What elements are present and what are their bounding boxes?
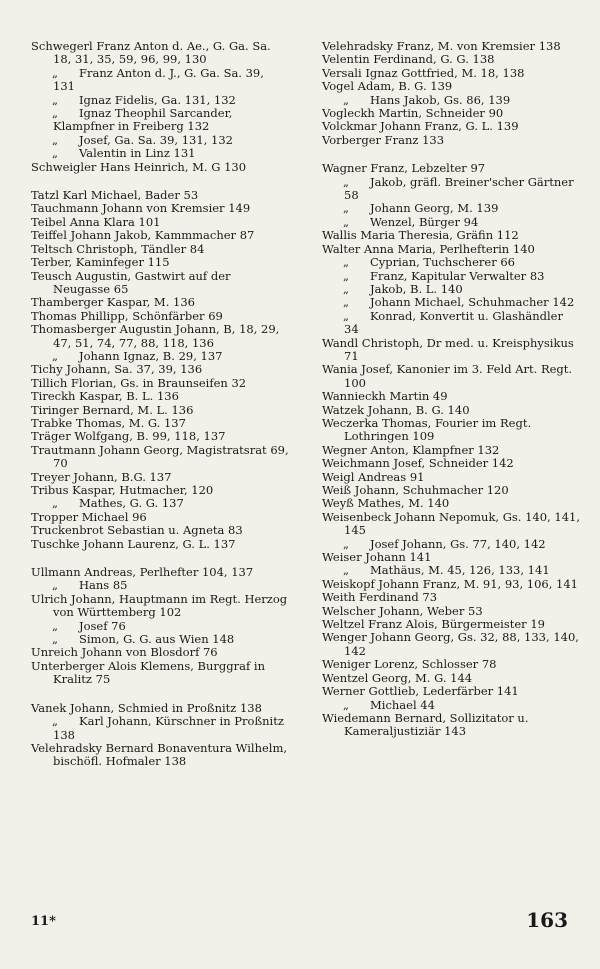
index-entry [322, 80, 580, 93]
entry-text: Tiringer Bernard, M. L. 136 [31, 402, 194, 417]
index-entry [322, 618, 580, 631]
index-entry [31, 161, 289, 174]
index-entry [322, 551, 580, 564]
ditto-mark: „ [52, 65, 58, 80]
index-entry [31, 67, 289, 94]
ditto-mark: „ [343, 281, 349, 296]
entry-text: Werner Gottlieb, Lederfärber 141 [322, 684, 519, 699]
entry-text: Wandl Christoph, Dr med. u. Kreisphysikus 71 [322, 335, 574, 363]
ditto-mark: „ [52, 632, 58, 647]
ditto-mark: „ [343, 268, 349, 283]
entry-text: Teusch Augustin, Gastwirt auf der Neugasse 65 [31, 268, 231, 296]
index-entry [31, 524, 289, 537]
index-entry [322, 53, 580, 66]
index-entry [31, 742, 289, 769]
entry-text: Wania Josef, Kanonier im 3. Feld Art. Regt. 100 [322, 362, 573, 390]
entry-text: Teibel Anna Klara 101 [31, 214, 161, 229]
entry-text: Weltzel Franz Alois, Bürgermeister 19 [322, 617, 545, 632]
index-entry [322, 120, 580, 133]
entry-text: Wenger Johann Georg, Gs. 32, 88, 133, 140, 142 [322, 630, 579, 658]
index-entry [322, 471, 580, 484]
ditto-mark: „ [343, 295, 349, 310]
entry-text: Wegner Anton, Klampfner 132 [322, 442, 500, 457]
entry-text: Weiser Johann 141 [322, 550, 432, 565]
index-entry [31, 593, 289, 620]
entry-text: Watzek Johann, B. G. 140 [322, 402, 470, 417]
index-entry [322, 685, 580, 698]
entry-text: Ulrich Johann, Hauptmann im Regt. Herzog von Württemberg 102 [31, 591, 288, 620]
index-entry [322, 67, 580, 80]
index-entry [322, 712, 580, 739]
index-entry [31, 296, 289, 309]
ditto-mark: „ [343, 174, 349, 189]
entry-text: Versali Ignaz Gottfried, M. 18, 138 [322, 65, 525, 80]
entry-text: Velehradsky Franz, M. von Kremsier 138 [322, 39, 561, 53]
ditto-mark: „ [52, 578, 58, 593]
index-entry [31, 243, 289, 256]
entry-text: Teltsch Christoph, Tändler 84 [31, 241, 205, 256]
entry-text: Schweigler Hans Heinrich, M. G 130 [31, 159, 247, 174]
ditto-mark: „ [52, 496, 58, 511]
entry-text: Vogleckh Martin, Schneider 90 [322, 106, 504, 121]
entry-text: Wannieckh Martin 49 [322, 389, 448, 404]
entry-text: Weigl Andreas 91 [322, 469, 425, 484]
ditto-mark: „ [343, 201, 349, 216]
entry-text: Josef 76 [79, 618, 126, 633]
entry-text: Josef Johann, Gs. 77, 140, 142 [370, 536, 546, 551]
entry-text: Thamberger Kaspar, M. 136 [31, 295, 195, 310]
index-entry [31, 310, 289, 323]
index-entry [31, 270, 289, 297]
index-entry [322, 310, 580, 337]
index-entry [31, 620, 289, 633]
index-entry [322, 457, 580, 470]
entry-text: Weiskopf Johann Franz, M. 91, 93, 106, 141 [322, 576, 578, 591]
index-entry [31, 350, 289, 363]
entry-text: Konrad, Konvertit u. Glashändler 34 [344, 308, 563, 337]
index-entry [31, 484, 289, 497]
entry-text: Weniger Lorenz, Schlosser 78 [322, 657, 497, 672]
entry-text: Johann Ignaz, B. 29, 137 [79, 348, 223, 363]
index-entry [31, 94, 289, 107]
section-gap [31, 687, 289, 702]
index-entry [322, 134, 580, 147]
entry-text: Karl Johann, Kürschner in Proßnitz 138 [53, 714, 284, 742]
entry-text: Treyer Johann, B.G. 137 [31, 469, 172, 484]
entry-text: Tireckh Kaspar, B. L. 136 [31, 389, 179, 404]
entry-text: Unterberger Alois Klemens, Burggraf in Kralitz 75 [31, 658, 265, 687]
ditto-mark: „ [343, 563, 349, 578]
entry-text: Jakob, B. L. 140 [370, 281, 463, 296]
section-gap [322, 147, 580, 162]
entry-text: Thomasberger Augustin Johann, B, 18, 29, 47, 51, 74, 77, 88, 118, 136 [31, 322, 280, 350]
ditto-mark: „ [52, 714, 58, 729]
entry-text: Tropper Michael 96 [31, 509, 147, 524]
index-entry [322, 229, 580, 242]
ditto-mark: „ [52, 132, 58, 147]
entry-text: Vorberger Franz 133 [322, 132, 445, 147]
index-entry [322, 296, 580, 309]
index-entry [31, 417, 289, 430]
entry-text: Teiffel Johann Jakob, Kammmacher 87 [31, 228, 255, 243]
index-entry [31, 497, 289, 510]
entry-text: Vogel Adam, B. G. 139 [322, 79, 453, 94]
index-entry [322, 390, 580, 403]
entry-text: Ignaz Theophil Sarcander, Klampfner in Freiberg 132 [53, 106, 233, 134]
page-number: 163 [526, 908, 568, 932]
entry-text: Tichy Johann, Sa. 37, 39, 136 [31, 362, 203, 377]
index-entry [322, 578, 580, 591]
entry-text: Vanek Johann, Schmied in Proßnitz 138 [31, 700, 262, 715]
index-entry [31, 404, 289, 417]
entry-text: Ullmann Andreas, Perlhefter 104, 137 [31, 565, 254, 580]
index-entry [322, 162, 580, 175]
entry-text: Terber, Kaminfeger 115 [31, 255, 170, 270]
index-entry [322, 363, 580, 390]
ditto-mark: „ [343, 92, 349, 107]
entry-text: Weisenbeck Johann Nepomuk, Gs. 140, 141, 145 [322, 509, 580, 538]
index-entry [31, 444, 289, 471]
right-index-column [322, 40, 580, 739]
index-entry [322, 497, 580, 510]
index-entry [322, 444, 580, 457]
entry-text: Weith Ferdinand 73 [322, 590, 438, 605]
index-entry [322, 484, 580, 497]
entry-text: Johann Georg, M. 139 [370, 201, 499, 216]
entry-text: Hans 85 [79, 578, 128, 593]
entry-text: Velehradsky Bernard Bonaventura Wilhelm, bischöfl. Hofmaler 138 [31, 740, 288, 769]
entry-text: Franz, Kapitular Verwalter 83 [370, 268, 545, 283]
index-entry [322, 631, 580, 658]
entry-text: Ignaz Fidelis, Ga. 131, 132 [79, 92, 236, 107]
entry-text: Trabke Thomas, M. G. 137 [31, 415, 186, 430]
entry-text: Hans Jakob, Gs. 86, 139 [370, 92, 511, 107]
entry-text: Wenzel, Bürger 94 [370, 214, 479, 229]
entry-text: Valentin in Linz 131 [79, 146, 196, 161]
index-entry [322, 256, 580, 269]
section-gap [31, 551, 289, 566]
index-entry [31, 511, 289, 524]
section-gap [31, 174, 289, 189]
entry-text: Wagner Franz, Lebzelter 97 [322, 161, 486, 176]
index-entry [322, 658, 580, 671]
index-entry [31, 715, 289, 742]
ditto-mark: „ [52, 92, 58, 107]
index-entry [322, 564, 580, 577]
index-entry [31, 538, 289, 551]
left-index-column [31, 40, 289, 769]
entry-text: Unreich Johann von Blosdorf 76 [31, 645, 218, 660]
entry-text: Wentzel Georg, M. G. 144 [322, 670, 473, 685]
index-entry [31, 216, 289, 229]
entry-text: Tuschke Johann Laurenz, G. L. 137 [31, 536, 236, 551]
index-entry [322, 270, 580, 283]
entry-text: Michael 44 [370, 697, 435, 712]
entry-text: Jakob, gräfl. Breiner'scher Gärtner 58 [344, 174, 574, 203]
index-entry [31, 107, 289, 134]
index-entry [322, 672, 580, 685]
entry-text: Johann Michael, Schuhmacher 142 [370, 295, 575, 310]
index-entry [322, 605, 580, 618]
entry-text: Welscher Johann, Weber 53 [322, 603, 483, 618]
index-entry [322, 216, 580, 229]
entry-text: Träger Wolfgang, B. 99, 118, 137 [31, 429, 226, 444]
signature-mark: 11* [31, 914, 56, 929]
index-entry [31, 134, 289, 147]
index-entry [322, 283, 580, 296]
index-entry [31, 430, 289, 443]
index-entry [322, 94, 580, 107]
entry-text: Weichmann Josef, Schneider 142 [322, 456, 514, 471]
entry-text: Truckenbrot Sebastian u. Agneta 83 [31, 523, 243, 538]
entry-text: Volckmar Johann Franz, G. L. 139 [322, 119, 519, 134]
index-entry [31, 579, 289, 592]
index-entry [31, 256, 289, 269]
index-entry [31, 202, 289, 215]
entry-text: Josef, Ga. Sa. 39, 131, 132 [79, 132, 233, 147]
entry-text: Tatzl Karl Michael, Bader 53 [31, 188, 199, 203]
index-entry [322, 538, 580, 551]
index-entry [322, 591, 580, 604]
index-entry [31, 229, 289, 242]
ditto-mark: „ [52, 348, 58, 363]
index-entry [322, 417, 580, 444]
index-entry [31, 189, 289, 202]
index-entry [322, 176, 580, 203]
ditto-mark: „ [343, 308, 349, 323]
entry-text: Weczerka Thomas, Fourier im Regt. Lothringen 109 [322, 415, 532, 444]
entry-text: Tillich Florian, Gs. in Braunseifen 32 [31, 375, 247, 390]
index-entry [322, 511, 580, 538]
entry-text: Wallis Maria Theresia, Gräfin 112 [322, 228, 519, 243]
index-entry [31, 566, 289, 579]
ditto-mark: „ [343, 697, 349, 712]
index-entry [31, 147, 289, 160]
index-entry [322, 202, 580, 215]
ditto-mark: „ [52, 618, 58, 633]
ditto-mark: „ [52, 106, 58, 121]
index-entry [31, 40, 289, 67]
ditto-mark: „ [343, 255, 349, 270]
index-entry [31, 323, 289, 350]
entry-text: Weiß Johann, Schuhmacher 120 [322, 483, 509, 497]
index-entry [31, 660, 289, 687]
index-entry [31, 702, 289, 715]
index-entry [322, 107, 580, 120]
entry-text: Franz Anton d. J., G. Ga. Sa. 39, 131 [53, 65, 264, 94]
entry-text: Simon, G. G. aus Wien 148 [79, 632, 235, 647]
entry-text: Weyß Mathes, M. 140 [322, 496, 450, 511]
entry-text: Mathes, G. G. 137 [79, 496, 184, 511]
index-entry [31, 390, 289, 403]
ditto-mark: „ [343, 536, 349, 551]
index-entry [322, 337, 580, 364]
entry-text: Thomas Phillipp, Schönfärber 69 [31, 308, 223, 323]
index-entry [31, 646, 289, 659]
entry-text: Cyprian, Tuchscherer 66 [370, 255, 515, 270]
index-entry [31, 363, 289, 376]
entry-text: Velentin Ferdinand, G. G. 138 [322, 52, 495, 67]
index-entry [322, 40, 580, 53]
index-entry [322, 243, 580, 256]
ditto-mark: „ [343, 214, 349, 229]
ditto-mark: „ [52, 146, 58, 161]
entry-text: Mathäus, M. 45, 126, 133, 141 [370, 563, 550, 578]
entry-text: Wiedemann Bernard, Sollizitator u. Kameraljustiziär 143 [322, 710, 529, 739]
index-entry [322, 699, 580, 712]
entry-text: Tribus Kaspar, Hutmacher, 120 [31, 483, 214, 497]
entry-text: Walter Anna Maria, Perlhefterin 140 [322, 241, 535, 256]
index-entry [322, 404, 580, 417]
entry-text: Trautmann Johann Georg, Magistratsrat 69, 70 [31, 442, 289, 471]
index-entry [31, 377, 289, 390]
index-entry [31, 471, 289, 484]
index-entry [31, 633, 289, 646]
entry-text: Tauchmann Johann von Kremsier 149 [31, 201, 251, 216]
entry-text: Schwegerl Franz Anton d. Ae., G. Ga. Sa. 18, 31, 35, 59, 96, 99, 130 [31, 39, 271, 67]
